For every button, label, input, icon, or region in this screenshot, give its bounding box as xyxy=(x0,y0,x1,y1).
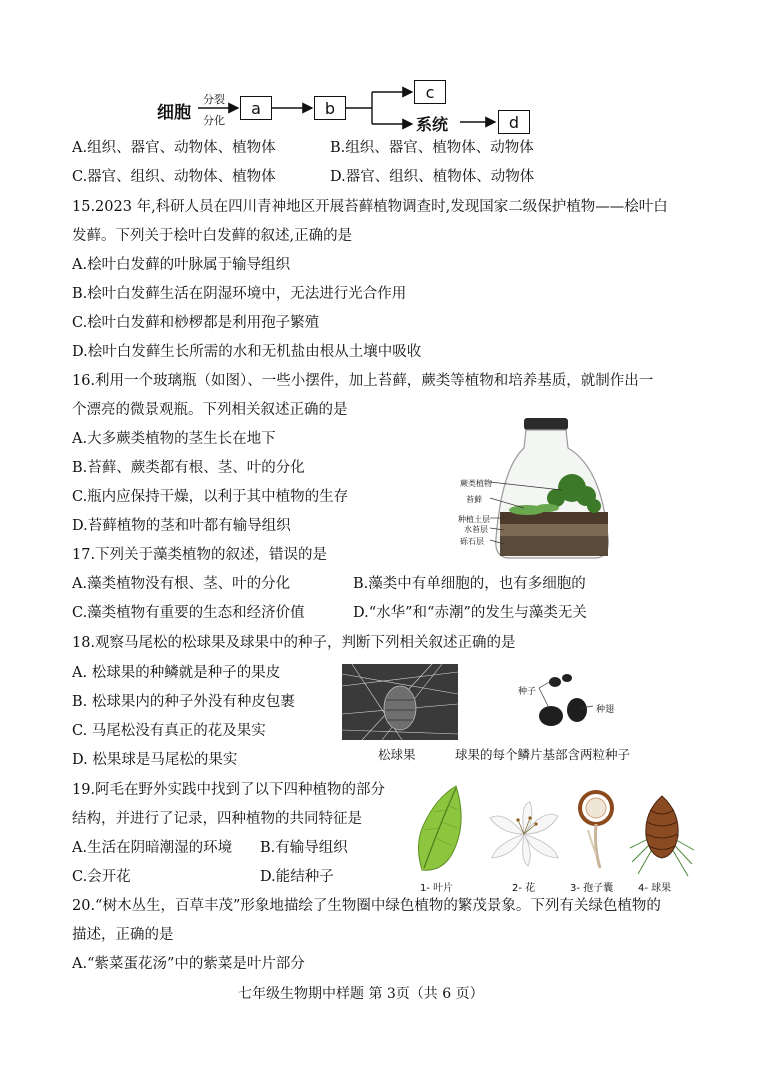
page-footer: 七年级生物期中样题 第 3页（共 6 页） xyxy=(238,986,484,1002)
q14-option-a: A.组织、器官、动物体、植物体 xyxy=(72,140,276,156)
q16-option-d: D.苔藓植物的茎和叶都有输导组织 xyxy=(72,518,291,534)
caption-flower: 2- 花 xyxy=(512,883,536,894)
pine-cone-image xyxy=(630,792,694,878)
seed-wing-label: 种翅 xyxy=(596,705,615,715)
q17-option-d: D.“水华”和“赤潮”的发生与藻类无关 xyxy=(353,605,587,621)
caption-pine-cone: 4- 球果 xyxy=(638,883,672,894)
q14-option-b: B.组织、器官、植物体、动物体 xyxy=(330,140,534,156)
q15-option-d: D.桧叶白发藓生长所需的水和无机盐由根从土壤中吸收 xyxy=(72,344,422,360)
box-a: a xyxy=(240,96,272,120)
sporangium-image xyxy=(574,788,624,876)
q15-stem-line1: 15.2023 年,科研人员在四川青神地区开展苔藓植物调查时,发现国家二级保护植物——桧叶白 xyxy=(72,199,668,215)
box-d: d xyxy=(498,110,530,134)
q20-option-a: A.“紫菜蛋花汤”中的紫菜是叶片部分 xyxy=(72,956,305,972)
q19-stem-line1: 19.阿毛在野外实践中找到了以下四种植物的部分 xyxy=(72,782,386,798)
pine-cone-photo xyxy=(342,664,458,740)
q14-option-c: C.器官、组织、动物体、植物体 xyxy=(72,169,276,185)
label-fern: 蕨类植物 xyxy=(460,479,492,488)
division-label: 分裂 xyxy=(203,93,225,106)
q20-stem-line1: 20.“树木丛生，百草丰茂”形象地描绘了生物圈中绿色植物的繁茂景象。下列有关绿色植物的 xyxy=(72,898,661,914)
q14-option-d: D.器官、组织、植物体、动物体 xyxy=(330,169,535,185)
pine-cone-caption: 松球果 xyxy=(378,747,416,762)
q17-stem: 17.下列关于藻类植物的叙述，错误的是 xyxy=(72,547,328,563)
label-sphagnum: 水苔层 xyxy=(464,525,488,534)
q15-stem-line2: 发藓。下列关于桧叶白发藓的叙述,正确的是 xyxy=(72,228,353,244)
q20-stem-line2: 描述，正确的是 xyxy=(72,927,174,943)
leaf-image xyxy=(412,784,472,876)
q17-option-c: C.藻类植物有重要的生态和经济价值 xyxy=(72,605,305,621)
q18-option-d: D. 松果球是马尾松的果实 xyxy=(72,752,238,768)
q18-option-b: B. 松球果内的种子外没有种皮包裹 xyxy=(72,694,295,710)
seeds-caption: 球果的每个鳞片基部含两粒种子 xyxy=(455,747,631,762)
q16-stem-line2: 个漂亮的微景观瓶。下列相关叙述正确的是 xyxy=(72,402,348,418)
flow-arrows xyxy=(0,0,760,140)
q18-option-a: A. 松球果的种鳞就是种子的果皮 xyxy=(72,665,281,681)
q19-option-d: D.能结种子 xyxy=(260,869,334,885)
system-label: 系统 xyxy=(416,115,449,134)
q17-option-b: B.藻类中有单细胞的，也有多细胞的 xyxy=(353,576,586,592)
caption-sporangium: 3- 孢子囊 xyxy=(570,883,614,894)
caption-leaf: 1- 叶片 xyxy=(420,883,454,894)
q15-option-b: B.桧叶白发藓生活在阴湿环境中，无法进行光合作用 xyxy=(72,286,407,302)
q15-option-c: C.桧叶白发藓和桫椤都是利用孢子繁殖 xyxy=(72,315,320,331)
q16-option-c: C.瓶内应保持干燥，以利于其中植物的生存 xyxy=(72,489,349,505)
q19-option-b: B.有输导组织 xyxy=(260,840,348,856)
differentiation-label: 分化 xyxy=(203,114,225,127)
q16-option-b: B.苔藓、蕨类都有根、茎、叶的分化 xyxy=(72,460,305,476)
label-gravel: 砾石层 xyxy=(460,537,484,546)
seed-label: 种子 xyxy=(518,687,537,697)
q16-option-a: A.大多蕨类植物的茎生长在地下 xyxy=(72,431,276,447)
label-soil: 种植土层 xyxy=(458,515,490,524)
box-c: c xyxy=(414,80,446,104)
label-moss: 苔藓 xyxy=(466,495,482,504)
q19-option-a: A.生活在阴暗潮湿的环境 xyxy=(72,840,233,856)
lily-flower-image xyxy=(484,800,564,870)
q15-option-a: A.桧叶白发藓的叶脉属于输导组织 xyxy=(72,257,291,273)
q18-option-c: C. 马尾松没有真正的花及果实 xyxy=(72,723,266,739)
q18-stem: 18.观察马尾松的松球果及球果中的种子，判断下列相关叙述正确的是 xyxy=(72,635,516,651)
q19-option-c: C.会开花 xyxy=(72,869,131,885)
q17-option-a: A.藻类植物没有根、茎、叶的分化 xyxy=(72,576,291,592)
q19-stem-line2: 结构，并进行了记录，四种植物的共同特征是 xyxy=(72,811,362,827)
box-b: b xyxy=(314,96,346,120)
cell-label: 细胞 xyxy=(157,103,191,123)
q16-stem-line1: 16.利用一个玻璃瓶（如图）、一些小摆件，加上苔藓，蕨类等植物和培养基质，就制作出一 xyxy=(72,373,654,389)
